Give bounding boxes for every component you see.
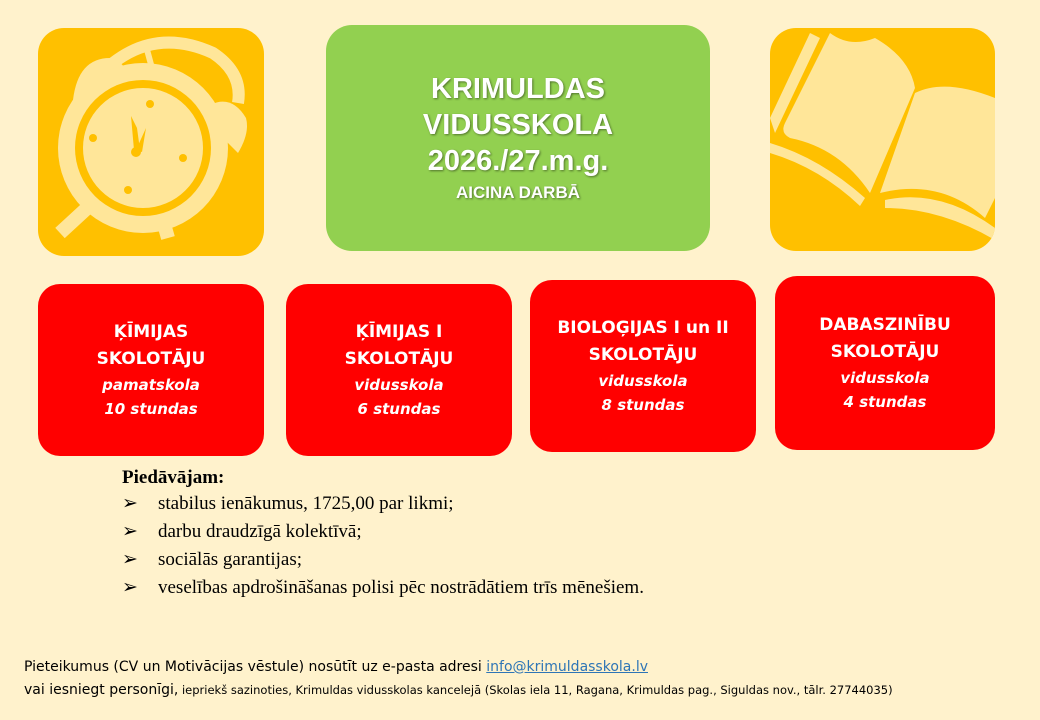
footer-line-1: Pieteikumus (CV un Motivācijas vēstule) nosūtīt uz e-pasta adresi info@krimuldasskola.lv [24, 659, 648, 675]
position-hours: 10 stundas [104, 400, 198, 418]
offer-list [122, 490, 644, 602]
application-info [24, 656, 893, 702]
position-title: ĶĪMIJAS [113, 322, 189, 342]
position-level: pamatskola [102, 376, 200, 394]
position-role: SKOLOTĀJU [830, 342, 940, 362]
offer-heading: Piedāvājam: [122, 467, 225, 488]
position-card [38, 284, 264, 456]
footer-line-2: vai iesniegt personīgi, iepriekš sazinoties, Krimuldas vidusskolas kancelejā (Skolas iela 11, Ragana, Krimuldas pag., Siguldas nov., tālr. 27744035) [24, 682, 893, 698]
position-role: SKOLOTĀJU [96, 349, 206, 369]
school-title-card [326, 25, 710, 251]
school-name-line1: KRIMULDAS [431, 73, 605, 105]
list-item: ➢ veselības apdrošināšanas polisi pēc nostrādātiem trīs mēnešiem. [122, 574, 644, 602]
offer-section [122, 466, 644, 602]
arrow-bullet-icon: ➢ [122, 493, 138, 514]
list-item: ➢ stabilus ienākumus, 1725,00 par likmi; [122, 490, 644, 518]
position-role: SKOLOTĀJU [588, 345, 698, 365]
position-hours: 4 stundas [843, 393, 927, 411]
position-level: vidusskola [840, 369, 930, 387]
position-level: vidusskola [598, 372, 688, 390]
email-link[interactable]: info@krimuldasskola.lv [486, 659, 648, 675]
open-book-icon [770, 28, 995, 251]
open-book-tile [770, 28, 995, 251]
alarm-clock-tile [38, 28, 264, 256]
arrow-bullet-icon: ➢ [122, 549, 138, 570]
position-hours: 6 stundas [357, 400, 441, 418]
position-title: BIOLOĢIJAS I un II [557, 318, 729, 338]
position-role: SKOLOTĀJU [344, 349, 454, 369]
arrow-bullet-icon: ➢ [122, 521, 138, 542]
position-title: ĶĪMIJAS I [355, 322, 443, 342]
list-item: ➢ darbu draudzīgā kolektīvā; [122, 518, 644, 546]
alarm-clock-icon [38, 28, 264, 256]
school-year: 2026./27.m.g. [427, 145, 609, 177]
position-card [775, 276, 995, 450]
position-hours: 8 stundas [601, 396, 685, 414]
list-item: ➢ sociālās garantijas; [122, 546, 644, 574]
invite-text: AICINA DARBĀ [455, 183, 581, 202]
position-level: vidusskola [354, 376, 444, 394]
school-name-line2: VIDUSSKOLA [422, 109, 614, 141]
position-card [530, 280, 756, 452]
position-title: DABASZINĪBU [819, 315, 951, 335]
arrow-bullet-icon: ➢ [122, 577, 138, 598]
position-card [286, 284, 512, 456]
